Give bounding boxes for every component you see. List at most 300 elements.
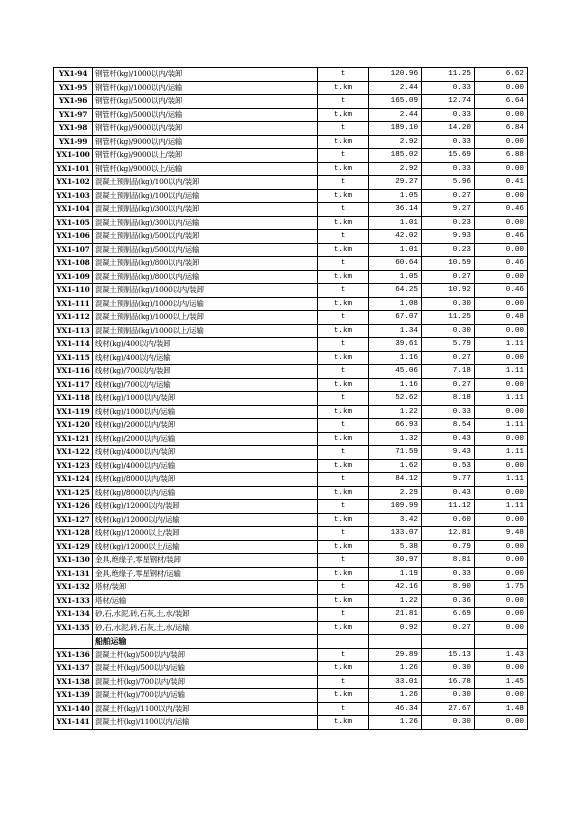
unit-cell: t: [318, 176, 369, 190]
value-col-2-cell: 11.25: [422, 68, 475, 82]
table-row: [54, 189, 528, 203]
item-name-cell: 线材(kg)/1000以内/运输: [93, 405, 318, 419]
unit-cell: t.km: [318, 108, 369, 122]
table-row: [54, 257, 528, 271]
item-code-cell: YX1-121: [54, 432, 93, 446]
table-row: [54, 675, 528, 689]
table-row: [54, 243, 528, 257]
value-col-3-cell: 0.48: [475, 311, 528, 325]
value-col-2-cell: 0.60: [422, 513, 475, 527]
value-col-1-cell: 1.26: [369, 662, 422, 676]
unit-cell: t: [318, 527, 369, 541]
item-name-cell: 线材(kg)/12000以上/运输: [93, 540, 318, 554]
value-col-2-cell: 9.43: [422, 446, 475, 460]
item-name-cell: 线材(kg)/700以内/装卸: [93, 365, 318, 379]
value-col-1-cell: 60.64: [369, 257, 422, 271]
item-name-cell: 线材(kg)/4000以内/运输: [93, 459, 318, 473]
item-code-cell: YX1-126: [54, 500, 93, 514]
item-code-cell: YX1-104: [54, 203, 93, 217]
value-col-1-cell: 42.16: [369, 581, 422, 595]
value-col-3-cell: 0.41: [475, 176, 528, 190]
item-name-cell: 钢管杆(kg)/9000以内/运输: [93, 135, 318, 149]
value-col-2-cell: 15.13: [422, 648, 475, 662]
value-col-3-cell: 1.75: [475, 581, 528, 595]
item-name-cell: 混凝土预制品(kg)/800以内/运输: [93, 270, 318, 284]
item-name-cell: 钢管杆(kg)/5000以内/运输: [93, 108, 318, 122]
value-col-3-cell: 0.00: [475, 594, 528, 608]
value-col-1-cell: 1.05: [369, 189, 422, 203]
item-name-cell: 砂,石,水泥,砖,石灰,土,水/运输: [93, 621, 318, 635]
item-name-cell: 钢管杆(kg)/9000以上/运输: [93, 162, 318, 176]
item-code-cell: YX1-118: [54, 392, 93, 406]
item-name-cell: 线材(kg)/4000以内/装卸: [93, 446, 318, 460]
quota-table: [53, 67, 528, 730]
item-name-cell: 混凝土杆(kg)/500以内/运输: [93, 662, 318, 676]
table-row: [54, 567, 528, 581]
value-col-2-cell: 5.96: [422, 176, 475, 190]
quota-table-page: [53, 67, 528, 730]
value-col-1-cell: 1.16: [369, 378, 422, 392]
value-col-3-cell: 1.11: [475, 473, 528, 487]
item-code-cell: YX1-132: [54, 581, 93, 595]
unit-cell: t.km: [318, 459, 369, 473]
unit-cell: t: [318, 95, 369, 109]
value-col-1-cell: 36.14: [369, 203, 422, 217]
value-col-3-cell: 1.45: [475, 675, 528, 689]
value-col-1-cell: 1.62: [369, 459, 422, 473]
item-code-cell: YX1-113: [54, 324, 93, 338]
unit-cell: t.km: [318, 162, 369, 176]
section-header-row: [54, 635, 528, 649]
table-row: [54, 608, 528, 622]
item-code-cell: YX1-98: [54, 122, 93, 136]
value-col-3-cell: 0.00: [475, 81, 528, 95]
table-row: [54, 621, 528, 635]
item-code-cell: YX1-119: [54, 405, 93, 419]
value-col-2-cell: 5.79: [422, 338, 475, 352]
item-code-cell: YX1-102: [54, 176, 93, 190]
value-col-2-cell: 0.36: [422, 594, 475, 608]
value-col-1-cell: 66.93: [369, 419, 422, 433]
table-row: [54, 108, 528, 122]
value-col-2-cell: 12.81: [422, 527, 475, 541]
value-col-3-cell: 0.46: [475, 203, 528, 217]
unit-cell: t.km: [318, 662, 369, 676]
value-col-3-cell: 1.11: [475, 392, 528, 406]
value-col-2-cell: 0.27: [422, 351, 475, 365]
table-row: [54, 81, 528, 95]
item-name-cell: 混凝土预制品(kg)/100以内/运输: [93, 189, 318, 203]
unit-cell: t.km: [318, 378, 369, 392]
value-col-2-cell: 15.69: [422, 149, 475, 163]
table-row: [54, 95, 528, 109]
item-code-cell: YX1-114: [54, 338, 93, 352]
value-col-2-cell: 0.33: [422, 135, 475, 149]
value-col-1-cell: 1.26: [369, 716, 422, 730]
value-col-1-cell: 1.08: [369, 297, 422, 311]
item-code-cell: YX1-141: [54, 716, 93, 730]
value-col-1-cell: 46.34: [369, 702, 422, 716]
value-col-3-cell: 9.48: [475, 527, 528, 541]
value-col-3-cell: 6.62: [475, 68, 528, 82]
value-col-3-cell: 0.00: [475, 513, 528, 527]
item-code-cell: YX1-110: [54, 284, 93, 298]
value-col-2-cell: 0.27: [422, 189, 475, 203]
item-code-cell: YX1-125: [54, 486, 93, 500]
value-col-1-cell: 2.92: [369, 135, 422, 149]
item-code-cell: YX1-129: [54, 540, 93, 554]
item-code-cell: YX1-123: [54, 459, 93, 473]
unit-cell: t: [318, 608, 369, 622]
item-name-cell: 线材(kg)/400以内/运输: [93, 351, 318, 365]
table-row: [54, 365, 528, 379]
value-col-2-cell: 0.53: [422, 459, 475, 473]
item-name-cell: 混凝土预制品(kg)/1000以内/运输: [93, 297, 318, 311]
value-col-1-cell: 3.42: [369, 513, 422, 527]
table-row: [54, 689, 528, 703]
value-col-2-cell: 0.23: [422, 216, 475, 230]
value-col-1-cell: 42.02: [369, 230, 422, 244]
value-col-3-cell: 0.00: [475, 486, 528, 500]
value-col-2-cell: 8.54: [422, 419, 475, 433]
value-col-2-cell: 0.33: [422, 81, 475, 95]
item-name-cell: 混凝土杆(kg)/700以内/装卸: [93, 675, 318, 689]
value-col-1-cell: 120.96: [369, 68, 422, 82]
item-name-cell: 线材(kg)/12000以上/装卸: [93, 527, 318, 541]
value-col-2-cell: 9.93: [422, 230, 475, 244]
value-col-1-cell: 29.27: [369, 176, 422, 190]
item-code-cell: YX1-106: [54, 230, 93, 244]
value-col-2-cell: 11.12: [422, 500, 475, 514]
value-col-2-cell: 10.92: [422, 284, 475, 298]
item-name-cell: 线材(kg)/12000以内/运输: [93, 513, 318, 527]
value-col-1-cell: 0.92: [369, 621, 422, 635]
item-code-cell: YX1-138: [54, 675, 93, 689]
item-code-cell: YX1-120: [54, 419, 93, 433]
table-row: [54, 486, 528, 500]
value-col-1-cell: 1.26: [369, 689, 422, 703]
unit-cell: t.km: [318, 135, 369, 149]
value-col-1-cell: 1.34: [369, 324, 422, 338]
value-col-3-cell: [475, 635, 528, 649]
value-col-3-cell: 1.11: [475, 500, 528, 514]
value-col-1-cell: 2.29: [369, 486, 422, 500]
unit-cell: t: [318, 392, 369, 406]
unit-cell: t: [318, 648, 369, 662]
item-code-cell: YX1-135: [54, 621, 93, 635]
value-col-3-cell: 0.00: [475, 689, 528, 703]
table-row: [54, 149, 528, 163]
item-name-cell: 塔材/运输: [93, 594, 318, 608]
value-col-1-cell: 84.12: [369, 473, 422, 487]
value-col-2-cell: 0.79: [422, 540, 475, 554]
table-row: [54, 378, 528, 392]
value-col-1-cell: 1.22: [369, 594, 422, 608]
item-code-cell: YX1-128: [54, 527, 93, 541]
value-col-1-cell: 30.97: [369, 554, 422, 568]
value-col-1-cell: 1.01: [369, 243, 422, 257]
item-code-cell: YX1-131: [54, 567, 93, 581]
item-code-cell: YX1-100: [54, 149, 93, 163]
value-col-3-cell: 0.00: [475, 662, 528, 676]
value-col-2-cell: 0.30: [422, 716, 475, 730]
value-col-1-cell: 29.89: [369, 648, 422, 662]
table-row: [54, 297, 528, 311]
item-code-cell: YX1-127: [54, 513, 93, 527]
unit-cell: t: [318, 473, 369, 487]
value-col-3-cell: 0.00: [475, 378, 528, 392]
table-row: [54, 176, 528, 190]
unit-cell: t.km: [318, 405, 369, 419]
unit-cell: [318, 635, 369, 649]
table-row: [54, 270, 528, 284]
value-col-1-cell: 165.09: [369, 95, 422, 109]
unit-cell: t.km: [318, 324, 369, 338]
table-row: [54, 702, 528, 716]
value-col-1-cell: 1.01: [369, 216, 422, 230]
item-code-cell: YX1-107: [54, 243, 93, 257]
value-col-2-cell: 0.30: [422, 297, 475, 311]
item-code-cell: YX1-95: [54, 81, 93, 95]
value-col-2-cell: 0.43: [422, 486, 475, 500]
item-name-cell: 线材(kg)/8000以内/运输: [93, 486, 318, 500]
table-row: [54, 203, 528, 217]
item-name-cell: 钢管杆(kg)/5000以内/装卸: [93, 95, 318, 109]
value-col-3-cell: 1.48: [475, 702, 528, 716]
item-name-cell: 线材(kg)/700以内/运输: [93, 378, 318, 392]
item-code-cell: YX1-116: [54, 365, 93, 379]
value-col-1-cell: 2.44: [369, 81, 422, 95]
item-code-cell: YX1-134: [54, 608, 93, 622]
item-code-cell: YX1-109: [54, 270, 93, 284]
item-code-cell: YX1-97: [54, 108, 93, 122]
value-col-1-cell: 1.16: [369, 351, 422, 365]
value-col-1-cell: 133.07: [369, 527, 422, 541]
value-col-3-cell: 6.88: [475, 149, 528, 163]
item-code-cell: YX1-112: [54, 311, 93, 325]
item-code-cell: YX1-136: [54, 648, 93, 662]
value-col-2-cell: 16.78: [422, 675, 475, 689]
unit-cell: t.km: [318, 594, 369, 608]
table-row: [54, 446, 528, 460]
item-name-cell: 钢管杆(kg)/1000以内/装卸: [93, 68, 318, 82]
item-code-cell: YX1-130: [54, 554, 93, 568]
unit-cell: t.km: [318, 540, 369, 554]
item-code-cell: YX1-124: [54, 473, 93, 487]
value-col-2-cell: 11.25: [422, 311, 475, 325]
table-body: [54, 68, 528, 730]
item-name-cell: 线材(kg)/12000以内/装卸: [93, 500, 318, 514]
value-col-1-cell: 1.05: [369, 270, 422, 284]
table-row: [54, 392, 528, 406]
unit-cell: t.km: [318, 432, 369, 446]
table-row: [54, 540, 528, 554]
value-col-2-cell: 0.33: [422, 162, 475, 176]
value-col-1-cell: 189.10: [369, 122, 422, 136]
table-row: [54, 581, 528, 595]
item-code-cell: YX1-133: [54, 594, 93, 608]
unit-cell: t.km: [318, 716, 369, 730]
value-col-3-cell: 0.46: [475, 230, 528, 244]
item-name-cell: 混凝土预制品(kg)/100以内/装卸: [93, 176, 318, 190]
value-col-3-cell: 0.00: [475, 459, 528, 473]
unit-cell: t: [318, 311, 369, 325]
value-col-1-cell: 185.02: [369, 149, 422, 163]
unit-cell: t: [318, 365, 369, 379]
value-col-1-cell: [369, 635, 422, 649]
value-col-2-cell: 0.33: [422, 405, 475, 419]
item-name-cell: 混凝土预制品(kg)/800以内/装卸: [93, 257, 318, 271]
value-col-3-cell: 1.43: [475, 648, 528, 662]
value-col-1-cell: 109.99: [369, 500, 422, 514]
table-row: [54, 432, 528, 446]
value-col-2-cell: 0.30: [422, 662, 475, 676]
value-col-2-cell: 0.43: [422, 432, 475, 446]
value-col-3-cell: 0.00: [475, 135, 528, 149]
item-name-cell: 线材(kg)/400以内/装卸: [93, 338, 318, 352]
table-row: [54, 459, 528, 473]
unit-cell: t.km: [318, 270, 369, 284]
value-col-3-cell: 0.00: [475, 297, 528, 311]
unit-cell: t: [318, 230, 369, 244]
unit-cell: t: [318, 149, 369, 163]
value-col-1-cell: 64.25: [369, 284, 422, 298]
value-col-1-cell: 21.81: [369, 608, 422, 622]
item-name-cell: 线材(kg)/1000以内/装卸: [93, 392, 318, 406]
value-col-3-cell: 0.00: [475, 716, 528, 730]
value-col-3-cell: 0.00: [475, 108, 528, 122]
item-name-cell: 金具,绝缘子,零星钢材/运输: [93, 567, 318, 581]
value-col-3-cell: 0.46: [475, 257, 528, 271]
item-name-cell: 塔材/装卸: [93, 581, 318, 595]
item-code-cell: YX1-140: [54, 702, 93, 716]
item-code-cell: YX1-103: [54, 189, 93, 203]
value-col-1-cell: 5.38: [369, 540, 422, 554]
value-col-2-cell: 0.23: [422, 243, 475, 257]
value-col-3-cell: 1.11: [475, 419, 528, 433]
unit-cell: t: [318, 675, 369, 689]
value-col-2-cell: 8.81: [422, 554, 475, 568]
table-row: [54, 230, 528, 244]
value-col-3-cell: 0.00: [475, 608, 528, 622]
table-row: [54, 662, 528, 676]
value-col-2-cell: 0.30: [422, 689, 475, 703]
item-code-cell: YX1-105: [54, 216, 93, 230]
item-name-cell: 混凝土杆(kg)/1100以内/运输: [93, 716, 318, 730]
item-name-cell: 线材(kg)/2000以内/装卸: [93, 419, 318, 433]
item-name-cell: 线材(kg)/2000以内/运输: [93, 432, 318, 446]
item-name-cell: 混凝土预制品(kg)/1000以上/装卸: [93, 311, 318, 325]
value-col-2-cell: 12.74: [422, 95, 475, 109]
table-row: [54, 473, 528, 487]
value-col-2-cell: 14.20: [422, 122, 475, 136]
unit-cell: t: [318, 419, 369, 433]
value-col-1-cell: 52.62: [369, 392, 422, 406]
value-col-3-cell: 6.64: [475, 95, 528, 109]
item-name-cell: 混凝土预制品(kg)/500以内/装卸: [93, 230, 318, 244]
unit-cell: t.km: [318, 689, 369, 703]
unit-cell: t: [318, 122, 369, 136]
value-col-1-cell: 39.61: [369, 338, 422, 352]
table-row: [54, 351, 528, 365]
item-code-cell: YX1-137: [54, 662, 93, 676]
item-name-cell: 金具,绝缘子,零星钢材/装卸: [93, 554, 318, 568]
value-col-1-cell: 1.32: [369, 432, 422, 446]
item-name-cell: 船舶运输: [93, 635, 318, 649]
item-name-cell: 混凝土杆(kg)/1100以内/装卸: [93, 702, 318, 716]
unit-cell: t: [318, 338, 369, 352]
value-col-2-cell: 0.33: [422, 567, 475, 581]
unit-cell: t.km: [318, 189, 369, 203]
value-col-3-cell: 0.00: [475, 324, 528, 338]
value-col-3-cell: 0.00: [475, 162, 528, 176]
value-col-1-cell: 2.44: [369, 108, 422, 122]
unit-cell: t: [318, 257, 369, 271]
value-col-3-cell: 1.11: [475, 338, 528, 352]
value-col-2-cell: 9.27: [422, 203, 475, 217]
item-code-cell: YX1-139: [54, 689, 93, 703]
value-col-3-cell: 1.11: [475, 365, 528, 379]
value-col-1-cell: 45.06: [369, 365, 422, 379]
table-row: [54, 419, 528, 433]
item-code-cell: YX1-94: [54, 68, 93, 82]
value-col-3-cell: 0.00: [475, 270, 528, 284]
value-col-1-cell: 71.59: [369, 446, 422, 460]
item-code-cell: YX1-115: [54, 351, 93, 365]
unit-cell: t.km: [318, 621, 369, 635]
item-code-cell: YX1-96: [54, 95, 93, 109]
item-code-cell: YX1-108: [54, 257, 93, 271]
value-col-2-cell: 10.59: [422, 257, 475, 271]
table-row: [54, 513, 528, 527]
value-col-2-cell: 27.67: [422, 702, 475, 716]
unit-cell: t.km: [318, 351, 369, 365]
value-col-3-cell: 0.00: [475, 554, 528, 568]
table-row: [54, 122, 528, 136]
item-name-cell: 混凝土预制品(kg)/1000以上/运输: [93, 324, 318, 338]
unit-cell: t: [318, 68, 369, 82]
table-row: [54, 135, 528, 149]
value-col-2-cell: [422, 635, 475, 649]
value-col-3-cell: 0.00: [475, 216, 528, 230]
table-row: [54, 527, 528, 541]
value-col-2-cell: 0.30: [422, 324, 475, 338]
unit-cell: t: [318, 702, 369, 716]
table-row: [54, 338, 528, 352]
table-row: [54, 216, 528, 230]
value-col-1-cell: 67.07: [369, 311, 422, 325]
unit-cell: t.km: [318, 486, 369, 500]
item-name-cell: 混凝土预制品(kg)/300以内/装卸: [93, 203, 318, 217]
item-name-cell: 钢管杆(kg)/1000以内/运输: [93, 81, 318, 95]
value-col-3-cell: 0.46: [475, 284, 528, 298]
item-name-cell: 混凝土预制品(kg)/300以内/运输: [93, 216, 318, 230]
unit-cell: t.km: [318, 513, 369, 527]
item-name-cell: 砂,石,水泥,砖,石灰,土,水/装卸: [93, 608, 318, 622]
item-code-cell: YX1-122: [54, 446, 93, 460]
value-col-2-cell: 6.69: [422, 608, 475, 622]
value-col-3-cell: 0.00: [475, 540, 528, 554]
item-name-cell: 钢管杆(kg)/9000以内/装卸: [93, 122, 318, 136]
table-row: [54, 311, 528, 325]
table-row: [54, 716, 528, 730]
item-code-cell: YX1-101: [54, 162, 93, 176]
table-row: [54, 500, 528, 514]
item-code-cell: [54, 635, 93, 649]
item-code-cell: YX1-99: [54, 135, 93, 149]
value-col-2-cell: 0.27: [422, 621, 475, 635]
value-col-3-cell: 0.00: [475, 567, 528, 581]
